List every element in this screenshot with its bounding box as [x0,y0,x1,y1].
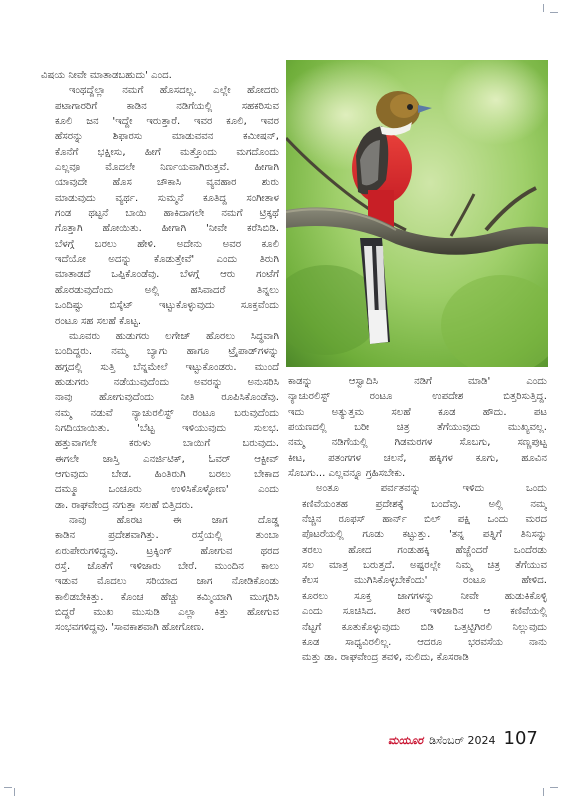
text-line: ಇದು ಅತ್ಯುತ್ತಮ ಸಲಹೆ ಕೂಡ ಹೌದು. ಪಟ [288,406,547,418]
text-line: ಪೊಟರೆಯಲ್ಲಿ ಗೂಡು ಕಟ್ಟುತ್ತು. 'ತನ್ನ ಪತ್ನಿಗೆ ತಿನಿಸನ್ನು [302,529,547,541]
text-line: ಯಾವುದೇ ಹೊಸ ಚೌಕಾಸಿ ವ್ಯವಹಾರ ಶುರು [55,177,279,189]
text-line: ಕೂಲಿ ಜನ 'ಇದ್ದೇ ಇರುತ್ತಾರೆ. ಇವರ ಕೂಲಿ, ಇವರ [55,116,279,128]
text-line: ಸಲ ಮಾತ್ರ ಬರುತ್ತದೆ. ಅಷ್ಟರಲ್ಲೇ ನಿಮ್ಮ ಚಿತ್ರ ತೆಗೆಯುವ [302,560,547,572]
page-footer [388,728,548,748]
text-line: ನೆಟ್ಟಗೆ ಕೂತುಕೊಳ್ಳುವುದು ಬಿಡಿ ಒತ್ತಟ್ಟಿಗಿರಲಿ ನಿಲ್ಲುವುದು [302,621,547,633]
text-line: ಕೀಟ, ಪತಂಗಗಳ ಚಲನೆ, ಹಕ್ಕಿಗಳ ಕೂಗು, ಹೂವಿನ [288,452,547,464]
text-line: ರಂಟೂ ಸಹ ಸಲಹೆ ಕೊಟ್ಟ. [55,315,142,327]
text-line: ನಾವು ಹೋಗುವುದೆಂದು ನೀತಿ ರೂಪಿಸಿಕೊಂಡೆವು. [55,392,279,404]
text-line: ಕೆಲಸ ಮುಗಿಸಿಕೊಳ್ಳಬೇಕೆಂದು' ರಂಟೂ ಹೇಳಿದ. [302,575,547,587]
crop-mark [543,788,554,796]
paragraph [288,374,547,481]
issue-date: ಡಿಸೆಂಬರ್ 2024 [429,734,496,747]
text-line: ಗಂಡ ಥಟ್ಟನೆ ಬಾಯಿ ಹಾಕಿದಾಗಲೇ ನಮಗೆ ಟ್ರಿಕ್ಕಥೆ [55,208,279,220]
text-line: ಇದೆಯೋ ಅದನ್ನು ಕೊಡುತ್ತೇವೆ' ಎಂದು ತಿರುಗಿ [55,254,279,266]
text-line: ವಿಷಯ ನೀವೇ ಮಾತಾಡಬಹುದು' ಎಂದ. [41,70,172,81]
text-line: ಎಂದು ಸೂಚಿಸಿದ. ತೀರ ಇಳಿಜಾರಿನ ಆ ಕಣಿವೆಯಲ್ಲಿ [302,606,547,618]
text-line: ಕಣಿವೆಯಂತಹ ಪ್ರದೇಶಕ್ಕೆ ಬಂದೆವು. ಅಲ್ಲಿ ನಮ್ಮ [302,498,547,510]
text-line: ಗೊತ್ತಾಗಿ ಹೋಯಿತು. ಹೀಗಾಗಿ 'ನೀವೇ ಕರೆಸಿಬಿಡಿ. [55,223,279,235]
text-line: ಹುಡುಗರು ನಡೆಯುವುದೆಂದು ಅವರನ್ನು ಅನುಸರಿಸಿ [55,376,279,388]
text-line: ಇಡುವ ಮೊದಲು ಸರಿಯಾದ ಜಾಗ ನೋಡಿಕೊಂಡು [55,576,279,588]
text-line: ಕೂಡ ಸಾಧ್ಯವಿರಲಿಲ್ಲ. ಆದರೂ ಭರವಸೆಯ ನಾನು [302,636,547,648]
text-line: ಹೆಸರನ್ನು ಶಿಫಾರಸು ಮಾಡುವವನ ಕಮೀಷನ್, [55,131,279,143]
text-line: ನಾವು ಹೊರಟ ಈ ಜಾಗ ದೊಡ್ಡ [69,514,279,526]
paragraph [41,83,279,329]
text-line: ಮಾತಾಡದೆ ಒಪ್ಪಿಕೊಂಡೆವು. ಬೆಳಗ್ಗೆ ಆರು ಗಂಟೆಗೆ [55,269,279,281]
text-line: ಆಗುವುದು ಬೇಡ. ಹಿಂತಿರುಗಿ ಬರಲು ಬೇಕಾದ [55,468,279,480]
text-line: ಕಾಲಿಡಬೇಕಿತ್ತು. ಕೊಂಚ ಹೆಚ್ಚು ಕಮ್ಮಿಯಾಗಿ ಮುಗ್ಗರಿಸಿ [55,591,279,603]
text-line: ಹೊರಡುವುದೆಂದು ಅಲ್ಲಿ ಹಸಿವಾದರೆ ತಿನ್ನಲು [55,284,279,296]
text-line: ರಸ್ತೆ. ಜೊತೆಗೆ ಇಳಿಜಾರು ಬೇರೆ. ಮುಂದಿನ ಕಾಲು [55,561,279,572]
text-line: ಮತ್ತು ಡಾ. ರಾಘವೇಂದ್ರ ತವಳಿ, ನುಲಿದು, ಕೊಸರಾಡಿ [302,652,469,664]
text-line: ಒಂದಿಷ್ಟು ಬಿಸ್ಕೆಟ್ ಇಟ್ಟುಕೊಳ್ಳುವುದು ಸೂಕ್ತವೆಂದು [55,300,279,312]
magazine-name: ಮಯೂರ [388,734,424,747]
crop-mark [4,787,12,788]
text-line: ಈಗಲೇ ಜಾಸ್ತಿ ಎನರ್ಜಿಟಿಕ್, ಓವರ್ ಆಕ್ಟೀವ್ [55,453,279,465]
text-line: ಮೂವರು ಹುಡುಗರು ಲಗೇಜ್ ಹೊರಲು ಸಿದ್ಧವಾಗಿ [69,330,279,342]
text-line: ನಮ್ಮ ನಡುವೆ ನ್ಯಾಚುರಲಿಸ್ಟ್ ರಂಟೂ ಬರುವುದೆಂದು [55,407,279,419]
text-line: ನಿಗದಿಯಾಯಿತು. 'ಬೆಟ್ಟ ಇಳಿಯುವುದು ಸುಲಭ. [55,422,279,434]
text-line: ನಮ್ಮ ನಡಿಗೆಯಲ್ಲಿ ಗಿಡಮರಗಳ ಸೊಬಗು, ಸಣ್ಣಪುಟ್ಟ [288,437,547,449]
crop-mark [14,788,25,796]
bird-photo [286,60,548,367]
paragraph [41,329,279,513]
text-line: ಕೂರಲು ಸೂಕ್ತ ಜಾಗಗಳನ್ನು ನೀವೇ ಹುಡುಕಿಕೊಳ್ಳಿ [302,590,547,602]
text-line: ಹತ್ತುವಾಗಲೇ ಕರುಳು ಬಾಯಿಗೆ ಬರುವುದು. [55,438,279,450]
text-line: ಪಯಣದಲ್ಲಿ ಬರೀ ಚಿತ್ರ ತೆಗೆಯುವುದು ಮುಖ್ಯವಲ್ಲ. [288,422,547,434]
page-number: 107 [503,728,538,749]
text-line: ನೆಚ್ಚಿನ ರೂಫಸ್ ಹಾರ್ನ್ ಬಿಲ್ ಪಕ್ಷಿ ಒಂದು ಮರದ [302,514,547,526]
text-line: ಬೆಳಗ್ಗೆ ಬರಲು ಹೇಳಿ. ಅದೇನು ಅವರ ಕೂಲಿ [55,238,279,250]
crop-mark [543,4,554,12]
text-line: ಇಂಥದ್ದೆಲ್ಲಾ ನಮಗೆ ಹೊಸದಲ್ಲ. ಎಲ್ಲೇ ಹೋದರು [69,85,279,97]
text-line: ಅಂತೂ ಪರ್ವತವನ್ನು ಇಳಿದು ಒಂದು [316,483,547,495]
text-line: ಪಟಾಗಾರರಿಗೆ ಕಾಡಿನ ನಡಿಗೆಯಲ್ಲಿ ಸಹಕರಿಸುವ [55,100,279,112]
text-line: ಕೊನೆಗೆ ಭಕ್ಷೀಸು, ಹೀಗೆ ಮತ್ತೊಂದು ಮಗದೊಂದು [55,146,279,158]
paragraph [41,68,279,83]
text-line: ದಮ್ಮೂ ಒಂಚೂರು ಉಳಿಸಿಕೊಳ್ಳೋಣ' ಎಂದು [55,484,279,496]
text-line: ಡಾ. ರಾಘವೇಂದ್ರ ನಗುತ್ತಾ ಸಲಹೆ ಬಿತ್ತಿದರು. [55,499,194,511]
article-left-column [41,68,279,636]
text-line: ಏರುಪೇರುಗಳಿದ್ದವು. ಟ್ರಕ್ಕಿಂಗ್ ಹೋಗುವ ಥರದ [55,545,279,557]
text-line: ಬಿದ್ದರೆ ಮುಖ ಮುಸುಡಿ ಎಲ್ಲಾ ಕಿತ್ತು ಹೋಗುವ [55,607,279,619]
paragraph [288,481,547,665]
text-line: ಹಗ್ಗದಲ್ಲಿ ಸುತ್ತಿ ಬೆನ್ನಮೇಲೆ ಇಟ್ಟುಕೊಂಡರು. ಮುಂದೆ [55,361,279,373]
text-line: ಕಾಡಿನ ಪ್ರದೇಶವಾಗಿತ್ತು. ರಸ್ತೆಯಲ್ಲಿ ತುಂಬಾ [55,530,279,542]
text-line: ಕಾಡನ್ನು ಆಸ್ವಾದಿಸಿ ನಡಿಗೆ ಮಾಡಿ' ಎಂದು [288,376,547,387]
text-line: ನ್ಯಾಚುರಲಿಸ್ಟ್ ರಂಟೂ ಉಪದೇಶ ಬಿತ್ತರಿಸುತ್ತಿದ್ದ. [288,391,547,403]
text-line: ತರಲು ಹೋದ ಗಂಡುಹಕ್ಕಿ ಹೆಚ್ಚೆಂದರೆ ಒಂದೆರಡು [302,544,547,556]
text-line: ಮಾಡುವುದು ವ್ಯರ್ಥ. ಸುಮ್ಮನೆ ಕೂತಿದ್ದ ಸಂಗೀತಾಳ [55,192,279,204]
text-line: ಸಂಭವಗಳಿದ್ದವು. 'ಸಾವಕಾಶವಾಗಿ ಹೋಗೋಣ. [55,622,205,634]
crop-mark [550,12,558,13]
paragraph [41,513,279,636]
text-line: ಬಂದಿದ್ದರು. ನಮ್ಮ ಬ್ಯಾಗು ಹಾಗೂ ಟ್ರೈಪಾಡ್‌ಗಳನ್ನು [55,346,279,358]
article-right-column [288,374,547,666]
text-line: ಎಲ್ಲವೂ ಮೊದಲೇ ನಿರ್ಣಯವಾಗಿರುತ್ತವೆ. ಹೀಗಾಗಿ [55,162,279,174]
text-line: ಸೊಬಗು... ಎಲ್ಲವನ್ನೂ ಗ್ರಹಿಸಬೇಕು. [288,468,406,480]
crop-mark [550,787,558,788]
